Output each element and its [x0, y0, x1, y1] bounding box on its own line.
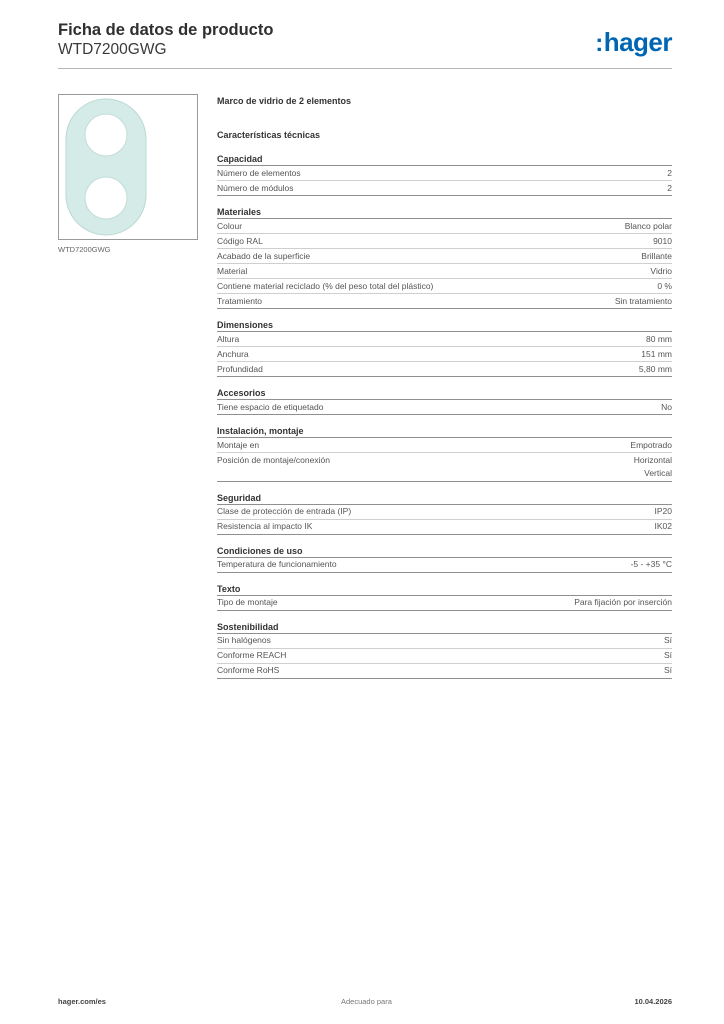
spec-row: [217, 558, 672, 573]
spec-label: Profundidad: [217, 363, 263, 374]
logo-dots-icon: :: [595, 30, 603, 57]
spec-label: Número de elementos: [217, 167, 301, 178]
spec-section: [217, 385, 672, 415]
section-title: Materiales: [217, 204, 672, 219]
spec-label: Tiene espacio de etiquetado: [217, 401, 324, 412]
section-title: Capacidad: [217, 151, 672, 166]
spec-value: 80 mm: [646, 333, 672, 344]
spec-value: Para fijación por inserción: [574, 597, 672, 607]
spec-row: [217, 294, 672, 309]
spec-value: Horizontal Vertical: [633, 454, 672, 478]
spec-content: [217, 95, 672, 687]
spec-row: [217, 649, 672, 664]
spec-label: Número de módulos: [217, 182, 294, 193]
spec-value: -5 - +35 °C: [630, 559, 672, 569]
spec-value: Brillante: [641, 250, 672, 261]
spec-section: [217, 543, 672, 573]
section-title: Texto: [217, 581, 672, 596]
page-title: Ficha de datos de producto: [58, 21, 274, 39]
logo-text: hager: [603, 27, 672, 57]
section-title: Accesorios: [217, 385, 672, 400]
spec-row: [217, 181, 672, 196]
footer-date: 10.04.2026: [634, 997, 672, 1006]
spec-sections: [217, 151, 672, 679]
spec-row: [217, 332, 672, 347]
spec-section: [217, 204, 672, 309]
section-title: Condiciones de uso: [217, 543, 672, 558]
spec-label: Tratamiento: [217, 295, 263, 306]
footer-url[interactable]: hager.com/es: [58, 997, 106, 1006]
tech-heading: Características técnicas: [217, 130, 321, 140]
spec-label: Código RAL: [217, 235, 263, 246]
hager-logo: [595, 28, 672, 58]
header-divider: [58, 68, 672, 69]
section-title: Instalación, montaje: [217, 423, 672, 438]
spec-value: 9010: [653, 235, 672, 246]
spec-value: Sí: [663, 635, 672, 645]
spec-value: Sin tratamiento: [614, 295, 672, 306]
section-title: Dimensiones: [217, 317, 672, 332]
spec-label: Resistencia al impacto IK: [217, 521, 313, 531]
spec-row: [217, 362, 672, 377]
spec-label: Conforme REACH: [217, 650, 287, 660]
spec-label: Conforme RoHS: [217, 665, 280, 675]
spec-value: 5,80 mm: [638, 363, 672, 374]
spec-label: Tipo de montaje: [217, 597, 278, 607]
spec-row: [217, 166, 672, 181]
spec-label: Anchura: [217, 348, 249, 359]
spec-row: [217, 596, 672, 611]
spec-row: [217, 505, 672, 520]
spec-row: [217, 400, 672, 415]
spec-label: Posición de montaje/conexión: [217, 454, 330, 465]
spec-value: Blanco polar: [624, 220, 672, 231]
spec-section: [217, 317, 672, 377]
spec-row: [217, 249, 672, 264]
spec-section: [217, 581, 672, 611]
spec-row: [217, 234, 672, 249]
spec-row: [217, 520, 672, 535]
spec-row: [217, 664, 672, 679]
spec-row: [217, 453, 672, 482]
spec-value: Empotrado: [630, 439, 672, 450]
spec-row: [217, 264, 672, 279]
spec-value: Vidrio: [650, 265, 672, 276]
spec-row: [217, 438, 672, 453]
spec-value: 151 mm: [641, 348, 672, 359]
spec-value: IK02: [654, 521, 672, 531]
spec-value: 2: [667, 182, 672, 193]
spec-label: Contiene material reciclado (% del peso total del plástico): [217, 280, 434, 291]
spec-value: Sí: [663, 650, 672, 660]
spec-label: Colour: [217, 220, 243, 231]
footer-center: Adecuado para: [341, 997, 392, 1006]
spec-section: [217, 423, 672, 482]
section-title: Sostenibilidad: [217, 619, 672, 634]
glass-frame-icon: [59, 95, 197, 239]
spec-row: [217, 279, 672, 294]
spec-label: Material: [217, 265, 248, 276]
spec-label: Sin halógenos: [217, 635, 271, 645]
spec-label: Acabado de la superficie: [217, 250, 311, 261]
spec-section: [217, 151, 672, 196]
product-code: WTD7200GWG: [58, 41, 167, 58]
spec-row: [217, 347, 672, 362]
spec-section: [217, 490, 672, 535]
spec-row: [217, 634, 672, 649]
spec-label: Temperatura de funcionamiento: [217, 559, 337, 569]
spec-section: [217, 619, 672, 679]
spec-label: Altura: [217, 333, 240, 344]
product-image: [58, 94, 198, 240]
product-heading: Marco de vidrio de 2 elementos: [217, 96, 352, 106]
spec-value: IP20: [654, 506, 672, 516]
spec-value: Sí: [663, 665, 672, 675]
spec-label: Clase de protección de entrada (IP): [217, 506, 352, 516]
section-title: Seguridad: [217, 490, 672, 505]
spec-value: No: [661, 401, 672, 412]
spec-value: 0 %: [657, 280, 672, 291]
spec-label: Montaje en: [217, 439, 260, 450]
image-caption: WTD7200GWG: [58, 245, 111, 254]
spec-row: [217, 219, 672, 234]
page-header: [58, 20, 672, 70]
spec-value: 2: [667, 167, 672, 178]
